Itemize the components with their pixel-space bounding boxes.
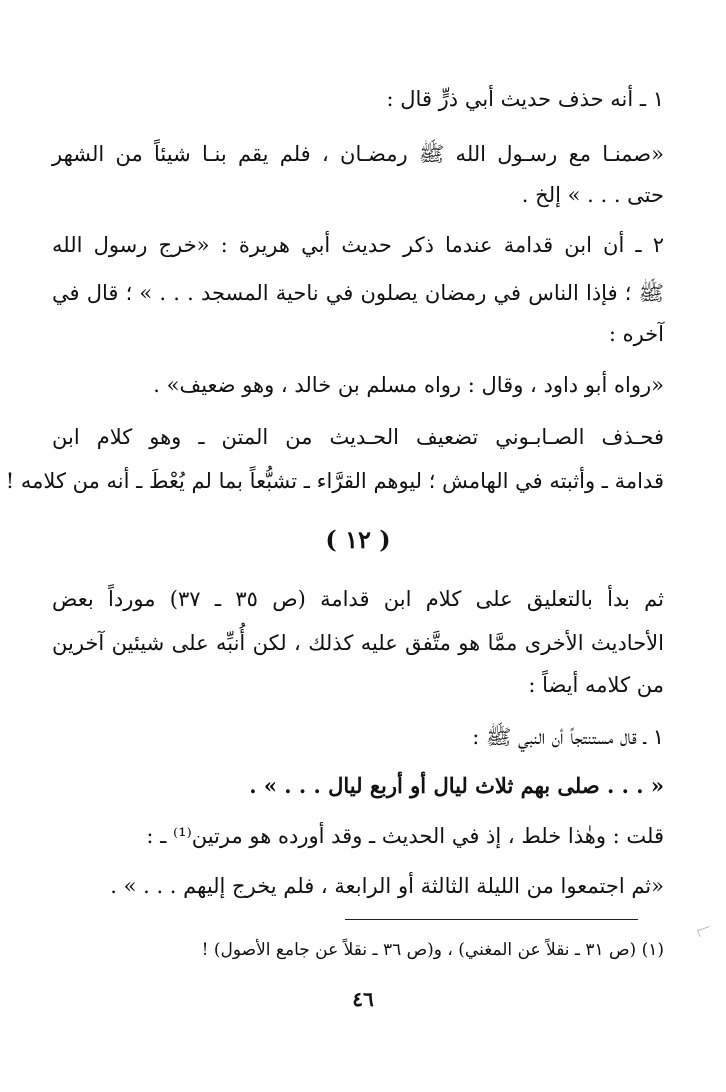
text-line: «ثم اجتمعوا من الليلة الثالثة أو الرابعة ، فلم يخرج إليهم . . . » . xyxy=(110,874,664,898)
text-line-bold: « . . . صلى بهم ثلاث ليال أو أربع ليال . . . » . xyxy=(249,773,664,798)
text-line: ﷺ ؛ فإذا الناس في رمضان يصلون في ناحية المسجد . . . » ؛ قال في xyxy=(52,281,664,305)
text-line: «صمنـا مع رسـول الله ﷺ رمضـان ، فلم يقم بنـا شيئاً من الشهر xyxy=(52,142,664,166)
text-line: حتى . . . » إلخ . xyxy=(521,183,664,207)
text-line: قدامة ـ وأثبته في الهامش ؛ ليوهم القرَّاء ـ تشبُّعاً بما لم يُعْطَ ـ أنه من كلامه ! xyxy=(5,469,664,493)
section-heading: ( ١٢ ) xyxy=(325,525,391,554)
text-line: ١ ـ قال مستنتجاً أن النبي ﷺ : xyxy=(472,725,664,749)
text-line: «رواه أبو داود ، وقال : رواه مسلم بن خالد ، وهو ضعيف» . xyxy=(153,373,664,397)
text-line: ثم بدأ بالتعليق على كلام ابن قدامة (ص ٣٥ ـ ٣٧) مورداً بعض xyxy=(52,587,664,611)
text-line: قلت : وهٰذا خلط ، إذ في الحديث ـ وقد أورده هو مرتين⁽¹⁾ ـ : xyxy=(146,824,664,848)
text-line: ٢ ـ أن ابن قدامة عندما ذكر حديث أبي هريرة : «خرج رسول الله xyxy=(52,233,664,257)
text-line: آخره : xyxy=(608,322,664,346)
text-line: الأحاديث الأخرى ممَّا هو متَّفق عليه كذلك ، لكن أُنبِّه على شيئين آخرين xyxy=(52,631,664,655)
footnote-separator xyxy=(345,919,638,920)
text-line: فحـذف الصـابـوني تضعيف الحـديث من المتن ـ وهو كلام ابن xyxy=(52,425,664,449)
text-line: ١ ـ أنه حذف حديث أبي ذرٍّ قال : xyxy=(386,87,664,111)
text-line: من كلامه أيضاً : xyxy=(528,673,664,697)
footnote: (١) (ص ٣١ ـ نقلاً عن المغني) ، و(ص ٣٦ ـ نقلاً عن جامع الأصول) ! xyxy=(201,940,664,960)
scan-mark xyxy=(697,926,712,937)
page-number: ٤٦ xyxy=(352,987,374,1011)
